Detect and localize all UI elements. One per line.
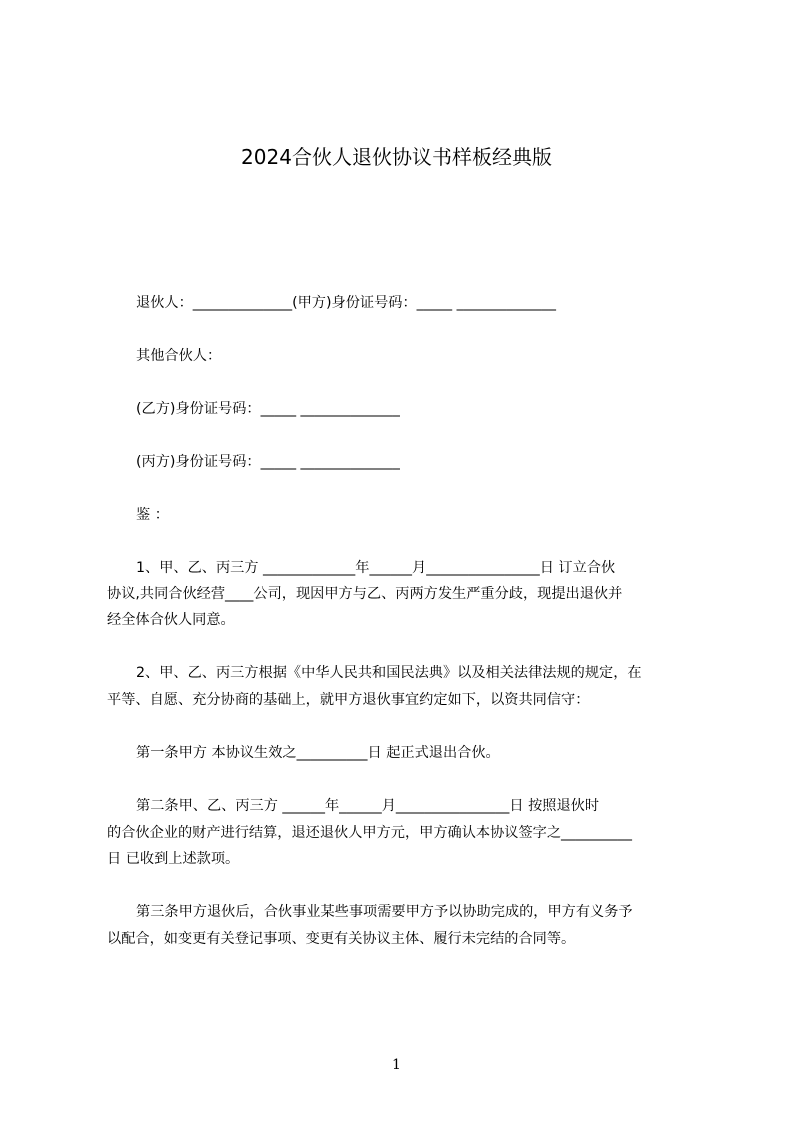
party-c-id-line: (丙方)身份证号码：_____ ______________ bbox=[136, 454, 400, 470]
recital-1-line-2: 协议,共同合伙经营____公司，现因甲方与乙、丙两方发生严重分歧，现提出退伙并 bbox=[107, 586, 623, 602]
article-2-line-2: 的合伙企业的财产进行结算，退还退伙人甲方元，甲方确认本协议签字之__________ bbox=[107, 825, 632, 841]
recital-2-line-1: 2、甲、乙、丙三方根据《中华人民共和国民法典》以及相关法律法规的规定，在 bbox=[136, 665, 642, 681]
article-3-line-1: 第三条甲方退伙后，合伙事业某些事项需要甲方予以协助完成的，甲方有义务予 bbox=[136, 904, 633, 920]
page-number: 1 bbox=[392, 1057, 401, 1073]
other-partners-label: 其他合伙人： bbox=[136, 348, 222, 364]
recital-1-line-1: 1、甲、乙、丙三方 _____________年______月________________日 订立合伙 bbox=[136, 560, 616, 576]
whereas-label: 鉴 ： bbox=[136, 507, 169, 523]
party-b-id-line: (乙方)身份证号码：_____ ______________ bbox=[136, 401, 400, 417]
recital-2-line-2: 平等、自愿、充分协商的基础上，就甲方退伙事宜约定如下，以资共同信守： bbox=[107, 692, 590, 708]
recital-1-line-3: 经全体合伙人同意。 bbox=[107, 612, 235, 628]
article-2-line-1: 第二条甲、乙、丙三方 ______年______月________________日 按照退伙时 bbox=[136, 798, 600, 814]
article-2-line-3: 日 已收到上述款项。 bbox=[107, 851, 240, 867]
article-3-line-2: 以配合，如变更有关登记事项、变更有关协议主体、履行未完结的合同等。 bbox=[107, 931, 576, 947]
document-title: 2024合伙人退伙协议书样板经典版 bbox=[241, 145, 552, 169]
article-1-line: 第一条甲方 本协议生效之__________日 起正式退出合伙。 bbox=[136, 745, 500, 761]
withdrawing-partner-line: 退伙人：______________(甲方)身份证号码：_____ ______________ bbox=[136, 295, 556, 311]
